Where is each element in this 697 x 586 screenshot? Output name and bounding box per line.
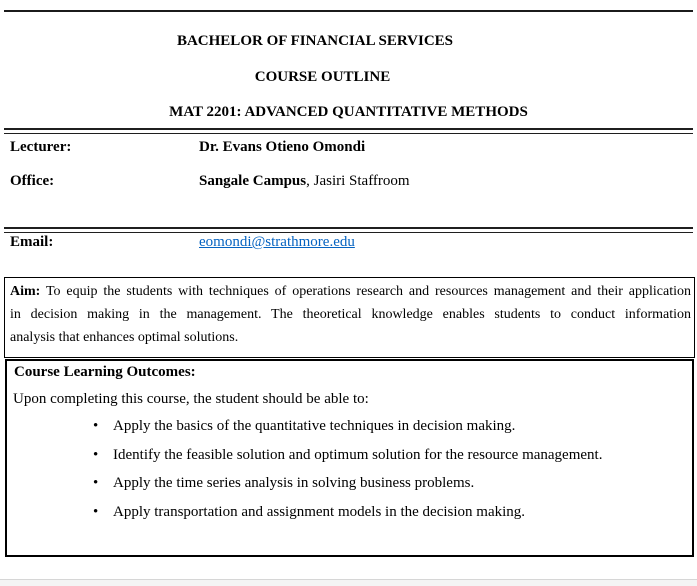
aim-section <box>4 277 695 358</box>
office-label: Office: <box>10 173 55 189</box>
bullet-icon: • <box>93 503 99 520</box>
outcome-item <box>7 469 692 498</box>
top-rule <box>4 10 693 12</box>
outcomes-list <box>7 412 692 526</box>
header-divider-rule <box>4 128 693 134</box>
aim-label: Aim: <box>10 284 41 299</box>
page-edge-strip <box>0 580 697 586</box>
lecturer-value: Dr. Evans Otieno Omondi <box>199 139 366 155</box>
outcome-item <box>7 441 692 470</box>
outcome-text: Apply the time series analysis in solving business problems. <box>113 475 475 491</box>
heading-program: BACHELOR OF FINANCIAL SERVICES <box>176 33 454 49</box>
lecturer-label: Lecturer: <box>10 139 72 155</box>
bullet-icon: • <box>93 475 99 491</box>
office-room: , Jasiri Staffroom <box>306 173 410 189</box>
bullet-icon: • <box>93 446 99 463</box>
email-link[interactable]: eomondi@strathmore.edu <box>199 234 355 250</box>
office-campus: Sangale Campus <box>199 173 307 189</box>
outcome-text: Identify the feasible solution and optimum solution for the resource management. <box>113 446 603 463</box>
office-value <box>199 171 410 191</box>
outcome-text: Apply the basics of the quantitative techniques in decision making. <box>113 418 516 434</box>
learning-outcomes-section <box>5 359 694 557</box>
outcome-text: Apply transportation and assignment models in the decision making. <box>113 503 526 520</box>
heading-course-code: MAT 2201: ADVANCED QUANTITATIVE METHODS <box>169 104 528 120</box>
aim-line-2: in decision making in the management. The theoretical knowledge enables students to conduct information <box>10 307 691 322</box>
outcomes-intro: Upon completing this course, the student should be able to: <box>13 391 369 407</box>
bullet-icon: • <box>93 418 99 434</box>
outcome-item <box>7 498 692 527</box>
heading-doc-type: COURSE OUTLINE <box>254 69 391 85</box>
outcomes-title: Course Learning Outcomes: <box>14 364 196 380</box>
aim-line-1 <box>10 280 691 303</box>
outcome-item <box>7 412 692 441</box>
aim-line-1-text: To equip the students with techniques of operations research and resources management and their application <box>45 284 691 299</box>
email-label: Email: <box>10 234 54 250</box>
aim-line-3: analysis that enhances optimal solutions. <box>10 330 239 345</box>
